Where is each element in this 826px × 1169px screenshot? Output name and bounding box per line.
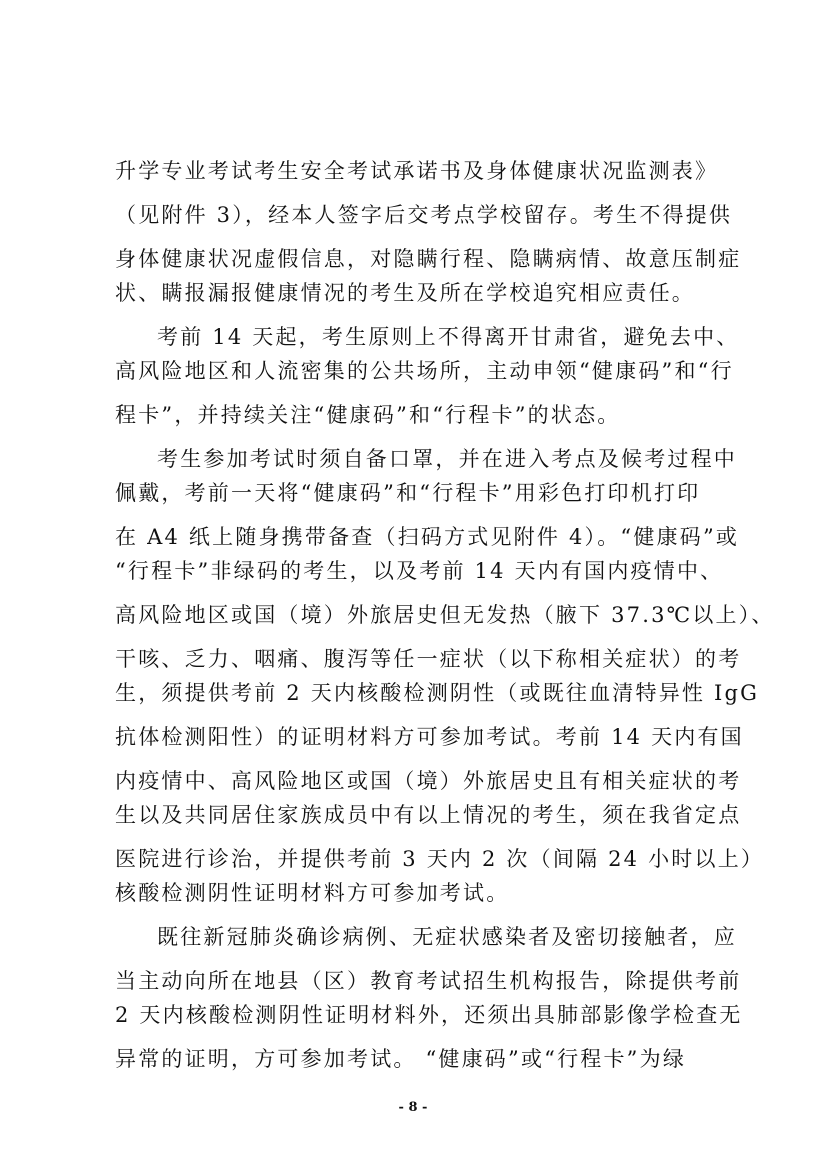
text-line: 考生参加考试时须自备口罩，并在进入考点及候考过程中 <box>157 447 737 471</box>
text-line: 生以及共同居住家族成员中有以上情况的考生，须在我省定点 <box>115 803 742 827</box>
text-line: 核酸检测阴性证明材料方可参加考试。 <box>115 881 510 905</box>
text-line: 当主动向所在地县（区）教育考试招生机构报告，除提供考前 <box>115 969 742 993</box>
text-line: 程卡”，并持续关注“健康码”和“行程卡”的状态。 <box>115 403 621 427</box>
text-line: 2 天内核酸检测阴性证明材料外，还须出具肺部影像学检查无 <box>115 1003 743 1027</box>
text-line: （见附件 3），经本人签字后交考点学校留存。考生不得提供 <box>115 203 733 227</box>
text-line: 考前 14 天起，考生原则上不得离开甘肃省，避免去中、 <box>157 325 740 349</box>
text-line: 既往新冠肺炎确诊病例、无症状感染者及密切接触者，应 <box>157 925 737 949</box>
text-line: 状、瞒报漏报健康情况的考生及所在学校追究相应责任。 <box>115 281 695 305</box>
text-line: 异常的证明，方可参加考试。 “健康码”或“行程卡”为绿 <box>115 1047 687 1071</box>
text-line: 在 A4 纸上随身携带备查（扫码方式见附件 4）。“健康码”或 <box>115 525 740 549</box>
text-line: “行程卡”非绿码的考生，以及考前 14 天内有国内疫情中、 <box>115 559 724 583</box>
text-line: 高风险地区或国（境）外旅居史但无发热（腋下 37.3℃以上）、 <box>115 603 775 627</box>
page-number: - 8 - <box>398 1100 428 1115</box>
text-line: 医院进行诊治，并提供考前 3 天内 2 次（间隔 24 小时以上） <box>115 847 765 871</box>
text-line: 内疫情中、高风险地区或国（境）外旅居史且有相关症状的考 <box>115 769 742 793</box>
text-line: 干咳、乏力、咽痛、腹泻等任一症状（以下称相关症状）的考 <box>115 647 742 671</box>
text-line: 佩戴，考前一天将“健康码”和“行程卡”用彩色打印机打印 <box>115 481 701 505</box>
text-line: 高风险地区和人流密集的公共场所，主动申领“健康码”和“行 <box>115 359 734 383</box>
text-line: 抗体检测阳性）的证明材料方可参加考试。考前 14 天内有国 <box>115 725 744 749</box>
text-line: 身体健康状况虚假信息，对隐瞒行程、隐瞒病情、故意压制症 <box>115 247 742 271</box>
text-line: 生，须提供考前 2 天内核酸检测阴性（或既往血清特异性 IgG <box>115 681 760 705</box>
text-line: 升学专业考试考生安全考试承诺书及身体健康状况监测表》 <box>115 159 719 183</box>
